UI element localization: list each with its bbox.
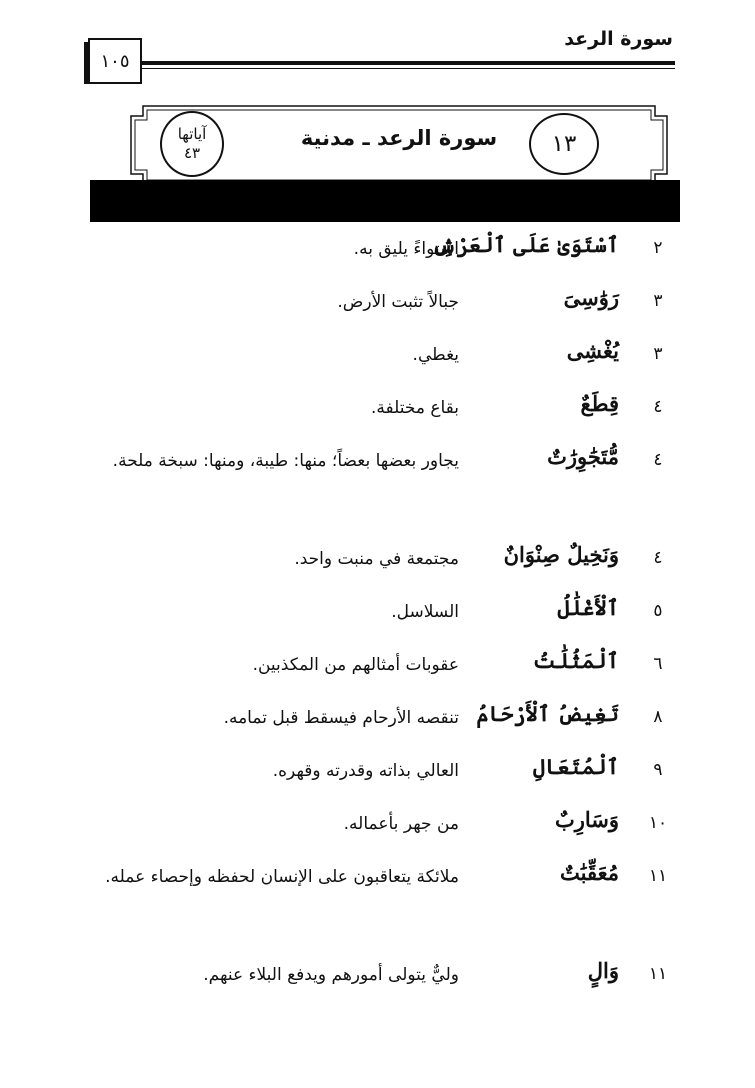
section-black-bar	[90, 180, 680, 222]
quran-word: رَوَٰسِىَ	[563, 285, 619, 310]
list-item	[90, 226, 675, 279]
quran-word: قِطَعٌ	[580, 391, 619, 416]
running-header-surah-name: سورة الرعد	[564, 28, 673, 50]
verse-number: ٤	[653, 548, 663, 568]
list-item	[90, 279, 675, 332]
list-item	[90, 801, 675, 854]
verse-number: ٤	[653, 397, 663, 417]
vocabulary-list	[90, 226, 675, 1005]
verse-number: ٣	[653, 291, 663, 311]
word-meaning: من جهر بأعماله.	[343, 814, 459, 834]
verses-label: آياتها	[177, 125, 207, 143]
word-meaning: عقوبات أمثالهم من المكذبين.	[252, 655, 459, 675]
header-rule	[138, 61, 675, 65]
quran-word: وَسَارِبٌ	[554, 807, 619, 832]
verse-number: ٨	[653, 707, 663, 727]
list-item	[90, 589, 675, 642]
word-meaning: مجتمعة في منبت واحد.	[294, 549, 459, 569]
page-number: ١٠٥	[88, 38, 142, 84]
verse-number: ٦	[653, 654, 663, 674]
quran-word: وَالٍ	[587, 958, 619, 983]
quran-word: ٱلْأَغْلَٰلُ	[557, 595, 619, 620]
list-item	[90, 642, 675, 695]
verse-number: ٩	[653, 760, 663, 780]
verse-number: ١٠	[648, 813, 668, 833]
verse-number: ٥	[653, 601, 663, 621]
surah-title: سورة الرعد ـ مدنية	[300, 126, 498, 150]
word-meaning: ملائكة يتعاقبون على الإنسان لحفظه وإحصاء عمله.	[105, 867, 459, 887]
word-meaning: جبالاً تثبت الأرض.	[337, 292, 459, 312]
verses-count: ٤٣	[183, 144, 201, 162]
list-item	[90, 536, 675, 589]
surah-number-badge	[529, 113, 599, 175]
list-item	[90, 385, 675, 438]
quran-word: وَنَخِيلٌ صِنْوَانٌ	[503, 542, 619, 567]
list-item	[90, 952, 675, 1005]
list-item	[90, 854, 675, 952]
quran-word: مُّتَجَٰوِرَٰتٌ	[547, 444, 619, 469]
surah-number: ١٣	[551, 131, 577, 157]
quran-word: مُعَقِّبَٰتٌ	[560, 860, 619, 885]
list-item	[90, 695, 675, 748]
quran-word: ٱلْمَثُلَٰتُ	[532, 648, 619, 673]
list-item	[90, 438, 675, 536]
word-meaning: استواءً يليق به.	[353, 239, 459, 259]
word-meaning: وليٌّ يتولى أمورهم ويدفع البلاء عنهم.	[203, 965, 459, 985]
word-meaning: تنقصه الأرحام فيسقط قبل تمامه.	[223, 708, 459, 728]
word-meaning: السلاسل.	[391, 602, 459, 622]
verse-number: ٣	[653, 344, 663, 364]
word-meaning: يجاور بعضها بعضاً؛ منها: طيبة، ومنها: سبخة ملحة.	[112, 451, 459, 471]
quran-word: ٱلْمُتَعَالِ	[532, 754, 619, 779]
quran-word: ٱسْتَوَىٰ عَلَى ٱلْعَرْشِ	[432, 232, 619, 257]
word-meaning: يغطي.	[412, 345, 459, 365]
word-meaning: بقاع مختلفة.	[370, 398, 459, 418]
list-item	[90, 332, 675, 385]
verse-number: ١١	[648, 964, 668, 984]
header-rule-thin	[138, 68, 675, 69]
quran-word: تَغِيضُ ٱلْأَرْحَامُ	[476, 701, 619, 726]
verse-number: ٢	[653, 238, 663, 258]
quran-word: يُغْشِى	[566, 338, 619, 363]
list-item	[90, 748, 675, 801]
word-meaning: العالي بذاته وقدرته وقهره.	[272, 761, 459, 781]
verse-number: ١١	[648, 866, 668, 886]
verse-number: ٤	[653, 450, 663, 470]
